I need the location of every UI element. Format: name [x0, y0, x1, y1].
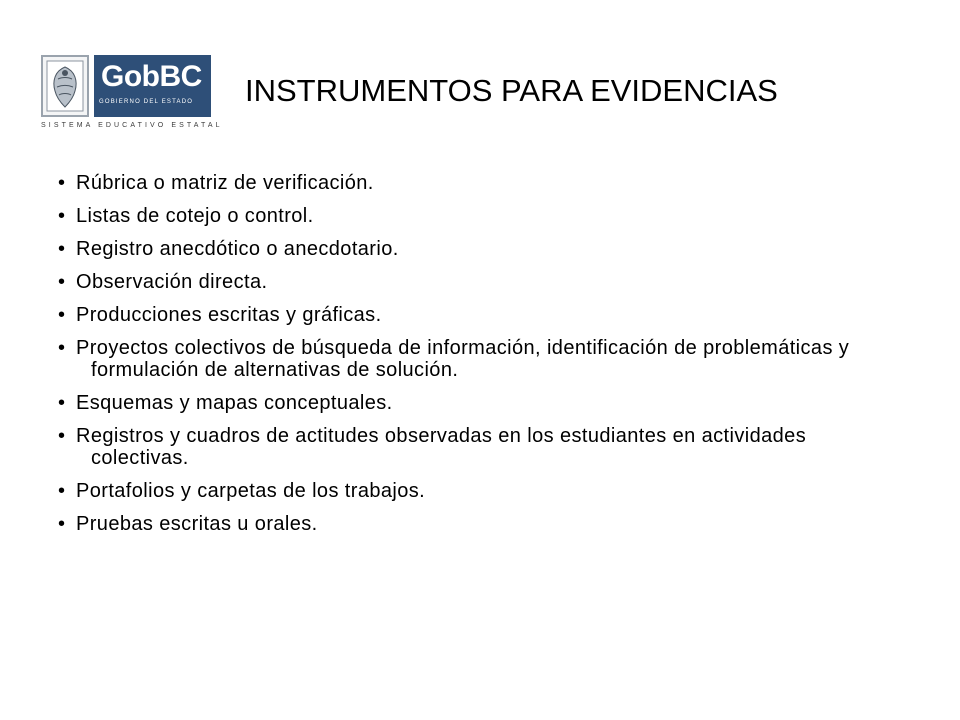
bullet-icon: •: [58, 425, 66, 447]
list-item: [58, 480, 888, 502]
evidence-instruments-list: [58, 172, 888, 546]
list-item-text: Portafolios y carpetas de los trabajos.: [76, 480, 426, 502]
slide-title: INSTRUMENTOS PARA EVIDENCIAS: [245, 73, 778, 108]
bullet-icon: •: [58, 480, 66, 502]
list-item: [58, 271, 888, 293]
list-item-text: Registros y cuadros de actitudes observadas en los estudiantes en actividades colectivas.: [76, 425, 807, 469]
bullet-icon: •: [58, 271, 66, 293]
list-item: [58, 172, 888, 194]
list-item-text: Listas de cotejo o control.: [76, 205, 314, 227]
bullet-icon: •: [58, 513, 66, 535]
list-item: [58, 337, 888, 381]
logo-subtitle: GOBIERNO DEL ESTADO: [99, 99, 194, 105]
state-seal-icon: [41, 55, 89, 117]
list-item-text: Producciones escritas y gráficas.: [76, 304, 382, 326]
bullet-icon: •: [58, 337, 66, 359]
list-item-text: Proyectos colectivos de búsqueda de información, identificación de problemáticas y formulación de alternativas de solución.: [76, 337, 850, 381]
list-item-text: Registro anecdótico o anecdotario.: [76, 238, 399, 260]
logo-footer: SISTEMA EDUCATIVO ESTATAL: [41, 122, 223, 129]
list-item: [58, 513, 888, 535]
list-item-text: Pruebas escritas u orales.: [76, 513, 318, 535]
bullet-icon: •: [58, 304, 66, 326]
bullet-icon: •: [58, 238, 66, 260]
list-item: [58, 238, 888, 260]
bullet-icon: •: [58, 392, 66, 414]
gobbc-logo: [39, 55, 221, 131]
list-item-text: Esquemas y mapas conceptuales.: [76, 392, 393, 414]
list-item: [58, 392, 888, 414]
logo-name: GobBC: [101, 60, 202, 93]
bullet-icon: •: [58, 172, 66, 194]
list-item-text: Rúbrica o matriz de verificación.: [76, 172, 374, 194]
list-item-text: Observación directa.: [76, 271, 268, 293]
list-item: [58, 205, 888, 227]
list-item: [58, 304, 888, 326]
list-item: [58, 425, 888, 469]
bullet-icon: •: [58, 205, 66, 227]
